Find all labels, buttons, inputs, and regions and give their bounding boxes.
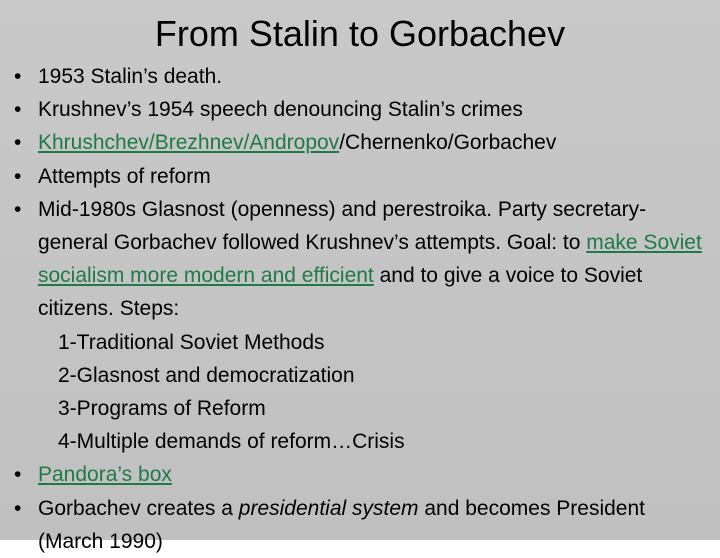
step-item: 3-Programs of Reform — [58, 397, 266, 421]
bullet-list — [14, 60, 704, 558]
bullet-icon: • — [14, 164, 22, 188]
step-item: 4-Multiple demands of reform…Crisis — [58, 430, 405, 454]
presidential-system-emphasis: presidential system — [238, 496, 419, 520]
step-item: 1-Traditional Soviet Methods — [58, 330, 325, 354]
bullet-icon: • — [14, 197, 22, 221]
item-attempts-reform: Attempts of reform — [38, 164, 211, 188]
bullet-icon: • — [14, 131, 22, 155]
item-presidential — [38, 492, 704, 558]
item-stalin-death: 1953 Stalin’s death. — [38, 65, 223, 88]
item-leaders — [38, 126, 704, 159]
slide-title: From Stalin to Gorbachev — [154, 13, 566, 54]
step-item: 2-Glasnost and democratization — [58, 363, 355, 387]
list-item — [14, 60, 704, 93]
item-krushnev-speech: Krushnev’s 1954 speech denouncing Stalin’s crimes — [38, 98, 523, 122]
list-item — [14, 93, 704, 126]
glasnost-text-2: and to give a voice to Soviet citizens. Steps: — [38, 264, 643, 321]
leaders-rest: /Chernenko/Gorbachev — [339, 131, 557, 155]
list-item — [14, 160, 704, 193]
glasnost-text-1: Mid-1980s Glasnost (openness) and perestroika. Party secretary-general Gorbachev followed Krushnev’s attempts. Goal: to — [38, 197, 647, 255]
bullet-icon: • — [14, 65, 22, 88]
list-item — [14, 193, 704, 326]
item-glasnost — [38, 193, 704, 326]
list-item — [14, 458, 704, 491]
pandoras-box-link[interactable]: Pandora’s box — [38, 463, 172, 487]
list-item — [14, 126, 704, 159]
leaders-link[interactable]: Khrushchev/Brezhnev/Andropov — [38, 131, 340, 155]
item-pandora — [38, 458, 704, 491]
list-item — [14, 492, 704, 558]
presidential-text-1: Gorbachev creates a — [38, 496, 239, 520]
bullet-icon: • — [14, 463, 22, 487]
soviet-socialism-link[interactable]: make Soviet socialism more modern and efficient — [38, 231, 702, 288]
bullet-icon: • — [14, 496, 22, 520]
bullet-icon: • — [14, 98, 22, 122]
presidential-text-2: and becomes President (March 1990) — [38, 496, 645, 553]
